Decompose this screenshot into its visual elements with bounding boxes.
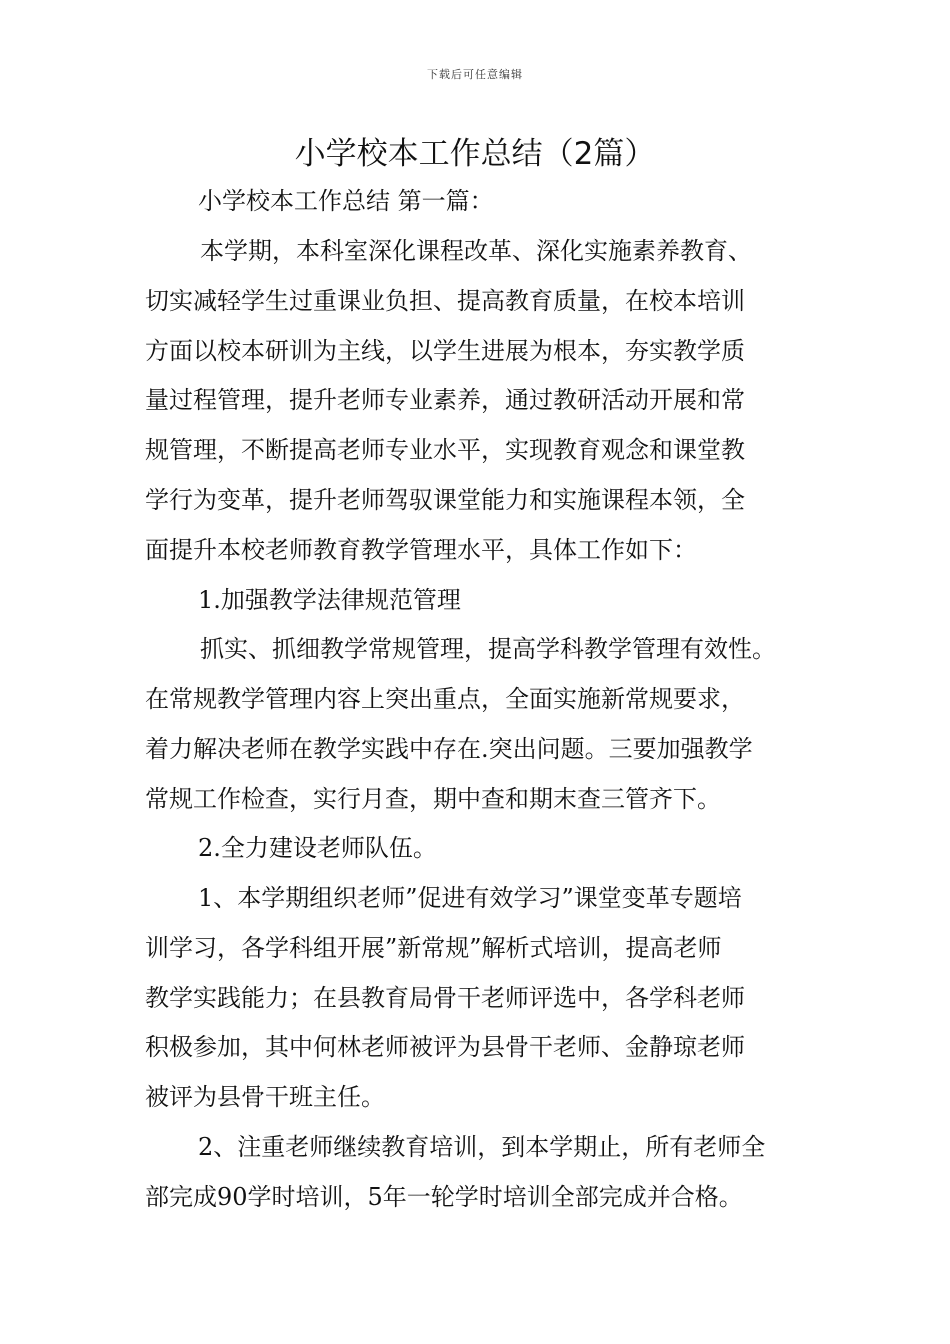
paragraph-line: 切实减轻学生过重课业负担、提高教育质量，在校本培训 [145,287,745,315]
paragraph-line: 抓实、抓细教学常规管理，提高学科教学管理有效性。 [200,635,776,663]
subsection-heading: 2.全力建设老师队伍。 [198,834,437,862]
paragraph-line: 本学期，本科室深化课程改革、深化实施素养教育、 [200,237,752,265]
section-heading: 小学校本工作总结 第一篇： [198,187,494,215]
paragraph-line: 被评为县骨干班主任。 [145,1083,385,1111]
subsection-heading: 1.加强教学法律规范管理 [198,586,461,614]
paragraph-line: 规管理，不断提高老师专业水平，实现教育观念和课堂教 [145,436,745,464]
paragraph-line: 方面以校本研训为主线，以学生进展为根本，夯实教学质 [145,337,745,365]
paragraph-line: 面提升本校老师教育教学管理水平，具体工作如下： [145,536,697,564]
paragraph-line: 2、注重老师继续教育培训，到本学期止，所有老师全 [198,1133,766,1161]
paragraph-line: 教学实践能力；在县教育局骨干老师评选中，各学科老师 [145,984,745,1012]
paragraph-line: 积极参加，其中何林老师被评为县骨干老师、金静琼老师 [145,1033,745,1061]
paragraph-line: 常规工作检查，实行月查，期中查和期末查三管齐下。 [145,785,721,813]
paragraph-line: 部完成90学时培训，5年一轮学时培训全部完成并合格。 [145,1183,743,1211]
paragraph-line: 在常规教学管理内容上突出重点，全面实施新常规要求， [145,685,745,713]
paragraph-line: 量过程管理，提升老师专业素养，通过教研活动开展和常 [145,386,745,414]
document-title: 小学校本工作总结（2篇） [294,136,656,172]
header-note: 下载后可任意编辑 [427,68,523,81]
paragraph-line: 训学习，各学科组开展”新常规”解析式培训，提高老师 [145,934,722,962]
paragraph-line: 着力解决老师在教学实践中存在.突出问题。三要加强教学 [145,735,753,763]
paragraph-line: 1、本学期组织老师”促进有效学习”课堂变革专题培 [198,884,742,912]
paragraph-line: 学行为变革，提升老师驾驭课堂能力和实施课程本领，全 [145,486,745,514]
